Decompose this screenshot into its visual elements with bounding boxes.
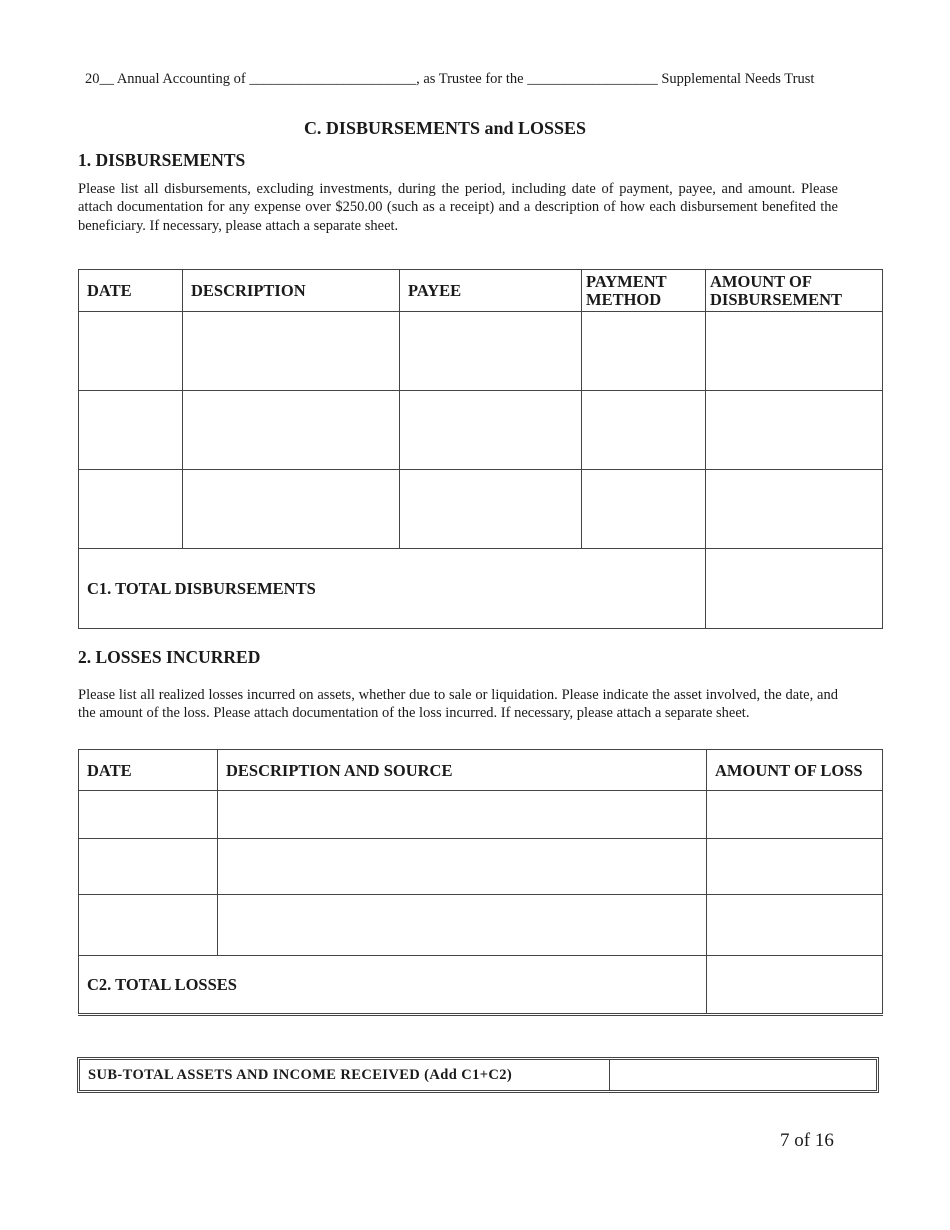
losses-heading: 2. LOSSES INCURRED	[78, 647, 261, 667]
description-cell[interactable]	[183, 312, 400, 391]
table-row	[79, 839, 883, 895]
total-disbursements-value[interactable]	[706, 549, 883, 629]
table-row	[79, 791, 883, 839]
col-header-date: DATE	[79, 270, 183, 312]
col-header-date: DATE	[79, 750, 218, 791]
amount-cell[interactable]	[707, 895, 883, 956]
payment-method-cell[interactable]	[582, 470, 706, 549]
total-losses-label: C2. TOTAL LOSSES	[79, 956, 707, 1015]
col-header-amount-of-disbursement: AMOUNT OF DISBURSEMENT	[706, 270, 883, 312]
table-row	[79, 391, 883, 470]
amount-cell[interactable]	[707, 839, 883, 895]
subtotal-label: SUB-TOTAL ASSETS AND INCOME RECEIVED (Add C1+C2)	[88, 1067, 513, 1083]
amount-cell[interactable]	[707, 791, 883, 839]
losses-instructions: Please list all realized losses incurred on assets, whether due to sale or liquidation. Please indicate the asset involved, the date, and the amount of the loss. Please attach documentation of the loss incurred. If necessary, please attach a separate sheet.	[78, 687, 838, 722]
description-cell[interactable]	[218, 791, 707, 839]
date-cell[interactable]	[79, 470, 183, 549]
subtotal-box	[77, 1057, 879, 1093]
losses-table	[78, 749, 883, 1016]
amount-cell[interactable]	[706, 312, 883, 391]
amount-cell[interactable]	[706, 470, 883, 549]
payee-cell[interactable]	[400, 312, 582, 391]
total-losses-row	[79, 956, 883, 1015]
col-header-payee: PAYEE	[400, 270, 582, 312]
payee-cell[interactable]	[400, 391, 582, 470]
subtotal-value[interactable]	[610, 1060, 876, 1090]
table-row	[79, 312, 883, 391]
header-line: 20__ Annual Accounting of _______________________, as Trustee for the __________________ Supplemental Needs Trust	[85, 71, 815, 87]
page-number: 7 of 16	[780, 1130, 834, 1151]
col-header-description-and-source: DESCRIPTION AND SOURCE	[218, 750, 707, 791]
disbursements-header-row	[79, 270, 883, 312]
col-header-description: DESCRIPTION	[183, 270, 400, 312]
date-cell[interactable]	[79, 312, 183, 391]
payee-cell[interactable]	[400, 470, 582, 549]
col-header-payment-method: PAYMENT METHOD	[582, 270, 706, 312]
payment-method-cell[interactable]	[582, 312, 706, 391]
total-losses-value[interactable]	[707, 956, 883, 1015]
description-cell[interactable]	[183, 470, 400, 549]
date-cell[interactable]	[79, 839, 218, 895]
payment-method-cell[interactable]	[582, 391, 706, 470]
disbursements-heading: 1. DISBURSEMENTS	[78, 150, 246, 170]
losses-header-row	[79, 750, 883, 791]
col-header-amount-of-loss: AMOUNT OF LOSS	[707, 750, 883, 791]
table-row	[79, 895, 883, 956]
total-disbursements-label: C1. TOTAL DISBURSEMENTS	[79, 549, 706, 629]
date-cell[interactable]	[79, 895, 218, 956]
amount-cell[interactable]	[706, 391, 883, 470]
description-cell[interactable]	[183, 391, 400, 470]
description-cell[interactable]	[218, 839, 707, 895]
disbursements-table	[78, 269, 883, 629]
total-disbursements-row	[79, 549, 883, 629]
table-row	[79, 470, 883, 549]
section-title: C. DISBURSEMENTS and LOSSES	[303, 118, 587, 138]
description-cell[interactable]	[218, 895, 707, 956]
date-cell[interactable]	[79, 791, 218, 839]
disbursements-instructions: Please list all disbursements, excluding investments, during the period, including date of payment, payee, and amount. Please attach documentation for any expense over $250.00 (such as a receipt) and a description of how each disbursement benefited the beneficiary. If necessary, please attach a separate sheet.	[78, 181, 838, 234]
date-cell[interactable]	[79, 391, 183, 470]
